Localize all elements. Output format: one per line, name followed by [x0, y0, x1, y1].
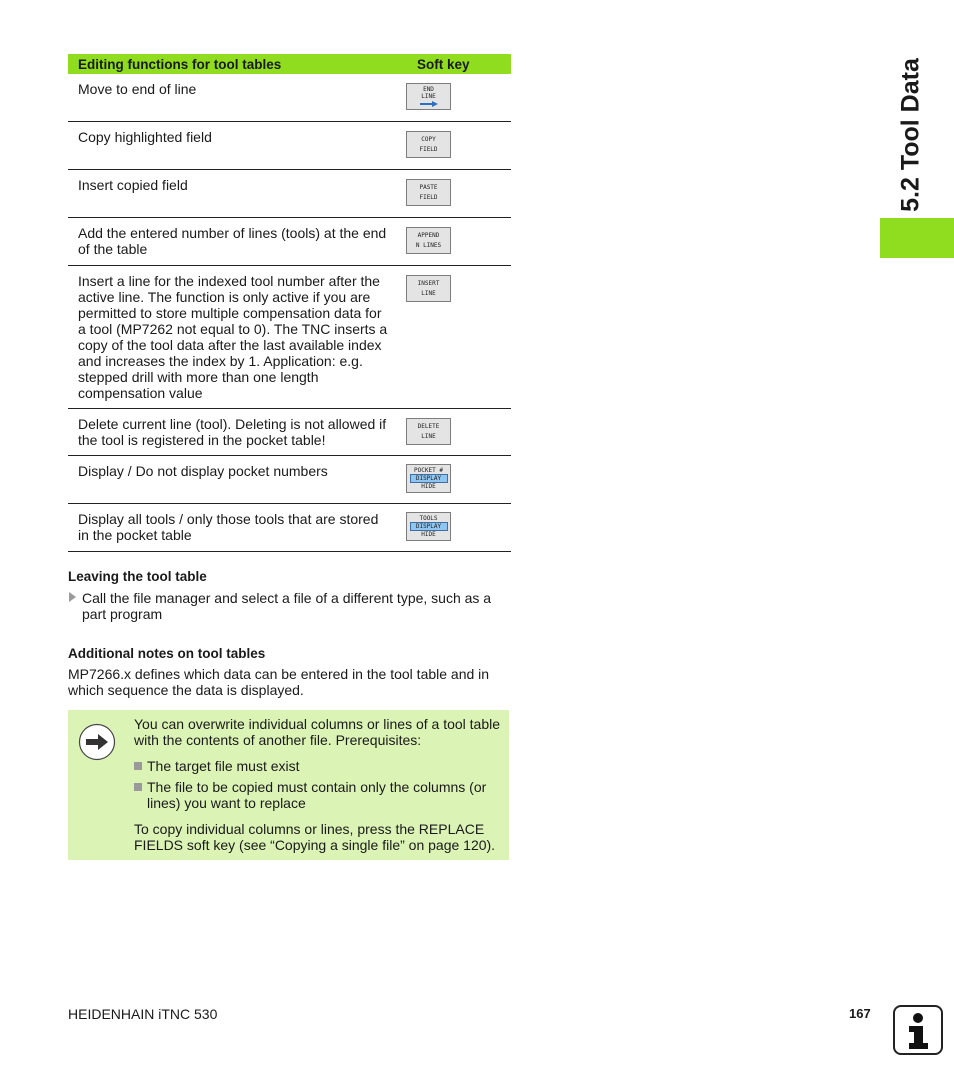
tools-display-softkey[interactable]: TOOLS DISPLAY HIDE [406, 512, 451, 541]
info-icon [893, 1005, 943, 1055]
copy-field-softkey[interactable]: COPY FIELD [406, 131, 451, 158]
header-softkey: Soft key [417, 56, 470, 72]
delete-line-softkey[interactable]: DELETE LINE [406, 418, 451, 445]
row-description: Display / Do not display pocket numbers [78, 463, 328, 479]
paste-field-softkey[interactable]: PASTE FIELD [406, 179, 451, 206]
note-outro: To copy individual columns or lines, press the REPLACE FIELDS soft key (see “Copying a single file” on page 120). [134, 821, 496, 853]
table-row [68, 504, 511, 552]
table-row [68, 409, 511, 456]
row-description: Move to end of line [78, 81, 197, 97]
table-row [68, 218, 511, 266]
arrow-right-icon [419, 101, 439, 107]
bullet-square-icon [134, 783, 142, 791]
step-triangle-icon [69, 592, 76, 602]
note-bullet: The target file must exist [134, 758, 504, 774]
chapter-title: 5.2 Tool Data [896, 58, 925, 212]
append-n-lines-softkey[interactable]: APPEND N LINES [406, 227, 451, 254]
leaving-step: Call the file manager and select a file of a different type, such as a part program [82, 590, 492, 622]
note-box [68, 710, 509, 860]
notes-heading: Additional notes on tool tables [68, 646, 266, 661]
row-description: Insert copied field [78, 177, 188, 193]
row-description: Add the entered number of lines (tools) at the end of the table [78, 225, 387, 257]
insert-line-softkey[interactable]: INSERT LINE [406, 275, 451, 302]
end-line-softkey[interactable]: END LINE [406, 83, 451, 110]
footer-product: HEIDENHAIN iTNC 530 [68, 1006, 218, 1022]
row-description: Copy highlighted field [78, 129, 212, 145]
note-bullet: The file to be copied must contain only the columns (or lines) you want to replace [134, 779, 504, 811]
page-number: 167 [849, 1006, 871, 1021]
note-intro: You can overwrite individual columns or lines of a tool table with the contents of another file. Prerequisites: [134, 716, 501, 748]
table-header [68, 54, 511, 74]
row-description: Insert a line for the indexed tool number after the active line. The function is only active if you are permitted to store multiple compensation data for a tool (MP7262 not equal to 0). The TNC inserts a copy of the tool data after the last available index and increases the index by 1. Application: e.g. stepped drill with more than one length compensation value [78, 273, 388, 401]
table-row [68, 122, 511, 170]
table-row [68, 266, 511, 409]
bullet-square-icon [134, 762, 142, 770]
row-description: Display all tools / only those tools that are stored in the pocket table [78, 511, 379, 543]
leaving-heading: Leaving the tool table [68, 569, 207, 584]
header-function: Editing functions for tool tables [78, 56, 282, 72]
table-row [68, 74, 511, 122]
arrow-right-note-icon [78, 723, 116, 761]
row-description: Delete current line (tool). Deleting is not allowed if the tool is registered in the pocket table! [78, 416, 387, 448]
notes-text: MP7266.x defines which data can be entered in the tool table and in which sequence the data is displayed. [68, 666, 490, 698]
pocket-display-softkey[interactable]: POCKET # DISPLAY HIDE [406, 464, 451, 493]
table-row [68, 456, 511, 504]
chapter-sidebar [866, 60, 954, 210]
editing-functions-table [68, 54, 511, 552]
chapter-tab [880, 218, 954, 258]
table-row [68, 170, 511, 218]
